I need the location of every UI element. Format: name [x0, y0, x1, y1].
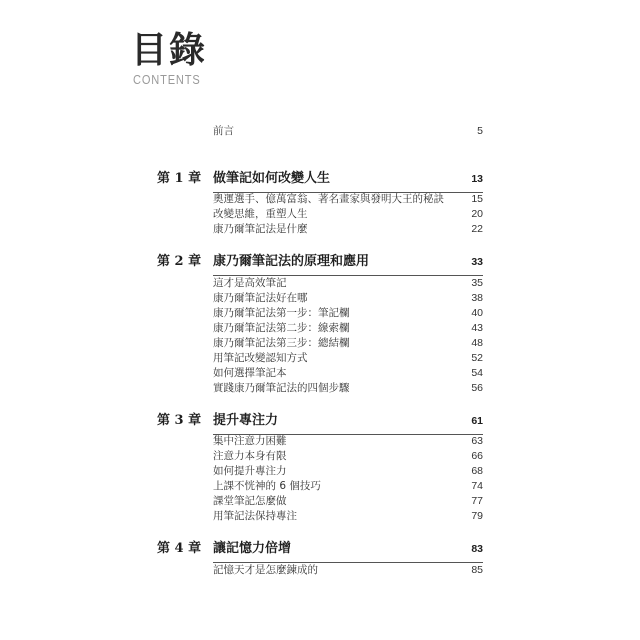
- entry-page: 66: [471, 450, 483, 462]
- chapter-page: 83: [471, 543, 483, 555]
- entry-label: 前言: [213, 125, 234, 137]
- chapter-4-heading: [0, 540, 640, 558]
- chapter-title: 做筆記如何改變人生: [213, 171, 331, 186]
- toc-entry: [0, 449, 640, 463]
- toc-entry: [0, 192, 640, 206]
- toc-title: 目錄: [131, 30, 208, 71]
- entry-page: 79: [471, 510, 483, 522]
- toc-entry: [0, 207, 640, 221]
- chapter-page: 61: [471, 415, 483, 427]
- entry-label: 康乃爾筆記法第一步：筆記欄: [213, 307, 350, 319]
- entry-page: 52: [471, 352, 483, 364]
- chapter-page: 33: [471, 256, 483, 268]
- toc-entry: [0, 222, 640, 236]
- chapter-3-heading: [0, 412, 640, 430]
- chapter-1-heading: [0, 170, 640, 188]
- entry-page: 22: [471, 223, 483, 235]
- toc-entry: [0, 276, 640, 290]
- toc-subtitle: CONTENTS: [133, 72, 201, 87]
- chapter-number: 第 4 章: [157, 541, 202, 556]
- entry-label: 實踐康乃爾筆記法的四個步驟: [213, 382, 350, 394]
- entry-label: 上課不恍神的 6 個技巧: [213, 480, 321, 492]
- toc-entry: [0, 464, 640, 478]
- entry-page: 74: [471, 480, 483, 492]
- entry-label: 康乃爾筆記法好在哪: [213, 292, 308, 304]
- toc-entry-preface: [0, 124, 640, 138]
- entry-page: 20: [471, 208, 483, 220]
- entry-label: 奧運選手、億萬富翁、著名畫家與發明大王的秘訣: [213, 193, 444, 205]
- entry-label: 康乃爾筆記法是什麼: [213, 223, 308, 235]
- entry-page: 48: [471, 337, 483, 349]
- toc-entry: [0, 291, 640, 305]
- toc-entry: [0, 494, 640, 508]
- chapter-title: 讓記憶力倍增: [213, 541, 292, 556]
- toc-entry: [0, 306, 640, 320]
- entry-label: 課堂筆記怎麼做: [213, 495, 287, 507]
- toc-entry: [0, 381, 640, 395]
- toc-entry: [0, 563, 640, 577]
- entry-label: 如何選擇筆記本: [213, 367, 287, 379]
- entry-label: 注意力本身有限: [213, 450, 287, 462]
- entry-label: 如何提升專注力: [213, 465, 287, 477]
- entry-page: 5: [477, 125, 483, 137]
- entry-label: 這才是高效筆記: [213, 277, 287, 289]
- entry-label: 改變思維，重塑人生: [213, 208, 308, 220]
- entry-page: 68: [471, 465, 483, 477]
- toc-entry: [0, 336, 640, 350]
- entry-page: 63: [471, 435, 483, 447]
- chapter-number: 第 2 章: [157, 254, 202, 269]
- chapter-number: 第 1 章: [157, 171, 202, 186]
- entry-label: 康乃爾筆記法第二步：線索欄: [213, 322, 350, 334]
- entry-page: 56: [471, 382, 483, 394]
- entry-page: 15: [471, 193, 483, 205]
- chapter-number: 第 3 章: [157, 413, 202, 428]
- entry-label: 用筆記改變認知方式: [213, 352, 308, 364]
- entry-page: 35: [471, 277, 483, 289]
- entry-label: 康乃爾筆記法第三步：總結欄: [213, 337, 350, 349]
- chapter-2-heading: [0, 253, 640, 271]
- toc-entry: [0, 351, 640, 365]
- chapter-page: 13: [471, 173, 483, 185]
- toc-entry: [0, 509, 640, 523]
- toc-entry: [0, 366, 640, 380]
- toc-entry: [0, 434, 640, 448]
- entry-page: 77: [471, 495, 483, 507]
- entry-page: 85: [471, 564, 483, 576]
- chapter-title: 康乃爾筆記法的原理和應用: [213, 254, 370, 269]
- entry-page: 43: [471, 322, 483, 334]
- entry-label: 用筆記法保持專注: [213, 510, 297, 522]
- chapter-title: 提升專注力: [213, 413, 279, 428]
- entry-label: 集中注意力困難: [213, 435, 287, 447]
- entry-label: 記憶天才是怎麼鍊成的: [213, 564, 318, 576]
- entry-page: 38: [471, 292, 483, 304]
- entry-page: 54: [471, 367, 483, 379]
- entry-page: 40: [471, 307, 483, 319]
- toc-entry: [0, 321, 640, 335]
- toc-entry: [0, 479, 640, 493]
